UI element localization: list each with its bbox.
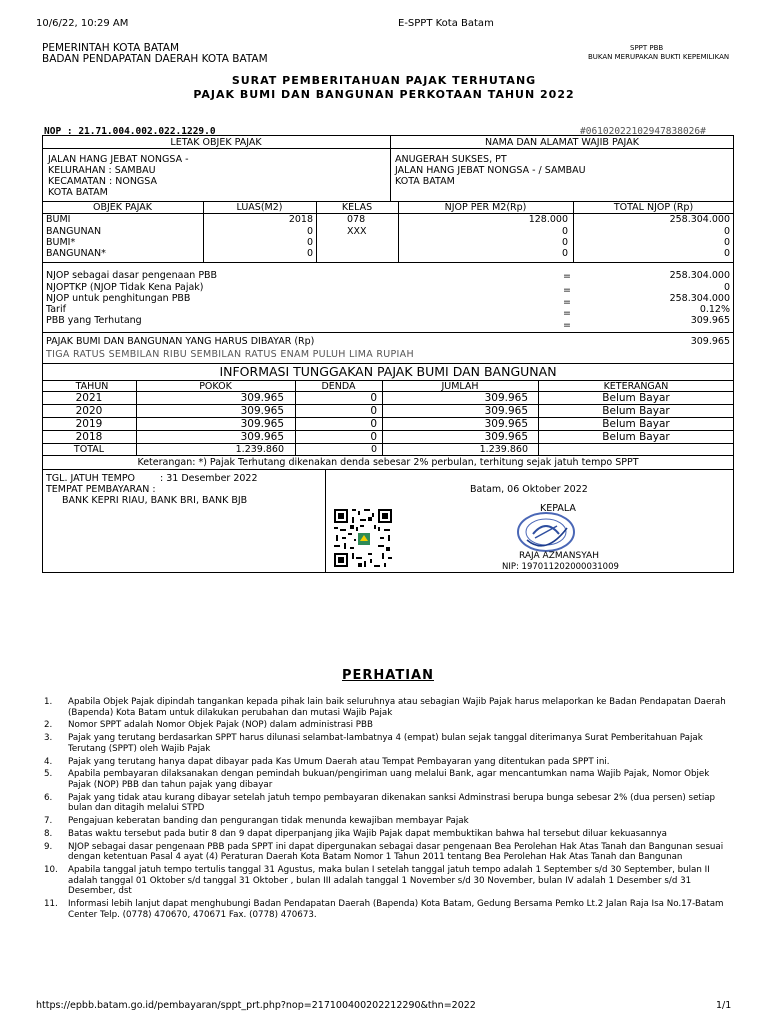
table-cell: 2018 xyxy=(288,214,313,225)
arrears-status: Belum Bayar xyxy=(602,392,670,404)
table-cell: 0 xyxy=(723,237,730,248)
arrears-cell: 309.965 xyxy=(484,405,528,417)
object-line: JALAN HANG JEBAT NONGSA - xyxy=(48,154,189,165)
table-cell: 0 xyxy=(561,237,568,248)
print-url[interactable]: https://epbb.batam.go.id/pembayaran/sppt_prt.php?nop=217100400202212290&thn=2022 xyxy=(36,1000,476,1011)
taxpayer-line: ANUGERAH SUKSES, PT xyxy=(395,154,507,165)
list-item: 7. Pengajuan keberatan banding dan pengurangan tidak menunda kewajiban membayar Pajak xyxy=(44,816,469,827)
table-cell: 0 xyxy=(561,226,568,237)
arrears-cell: 2018 xyxy=(75,431,103,443)
object-line: KOTA BATAM xyxy=(48,187,108,198)
list-item: 11. Informasi lebih lanjut dapat menghubungi Badan Pendapatan Daerah (Bapenda) Kota Batam, Gedung Bersama Pemko Lt.2 Jalan Raja Isa No.17-Batam Center Telp. (0778) 470670, 470671 Fax. (0778) 470673. xyxy=(44,898,724,920)
arrears-cell: 0 xyxy=(370,392,377,404)
arrears-cell: 2021 xyxy=(75,392,103,404)
col-header-area: LUAS(M2) xyxy=(236,202,283,213)
list-item: 8. Batas waktu tersebut pada butir 8 dan 9 dapat diperpanjang jika Wajib Pajak dapat membuktikan bahwa hal tersebut diluar kekuasannya xyxy=(44,828,667,839)
notice-list xyxy=(44,697,734,922)
gov-line-2: BADAN PENDAPATAN DAERAH KOTA BATAM xyxy=(42,53,268,65)
nop-label: NOP : 21.71.004.002.022.1229.0 xyxy=(44,126,216,137)
col-header-class: KELAS xyxy=(341,202,373,213)
arrears-cell: 309.965 xyxy=(240,392,284,404)
col-header-njop-m2: NJOP PER M2(Rp) xyxy=(444,202,527,213)
table-cell: 128.000 xyxy=(528,214,568,225)
arrears-total-label: TOTAL xyxy=(73,444,105,455)
table-cell: 0 xyxy=(306,237,313,248)
arrears-status: Belum Bayar xyxy=(602,431,670,443)
calc-eq: = xyxy=(563,297,571,308)
arrears-total-pokok: 1.239.860 xyxy=(235,444,284,455)
table-cell: 0 xyxy=(723,248,730,259)
list-item: 4. Pajak yang terutang hanya dapat dibayar pada Kas Umum Daerah atau Tempat Pembayaran yang ditentukan pada SPPT ini. xyxy=(44,756,610,767)
col-header-object: OBJEK PAJAK xyxy=(92,202,153,213)
due-date-value: : 31 Desember 2022 xyxy=(160,473,258,484)
list-item: 6. Pajak yang tidak atau kurang dibayar setelah jatuh tempo pembayaran dikenakan sanksi Adminstrasi berupa bunga sebesar 2% (dua persen) setiap bulan dan ditagih melalui STPD xyxy=(44,792,716,814)
table-cell: 258.304.000 xyxy=(669,214,730,225)
notice-title: PERHATIAN xyxy=(342,668,434,683)
calc-eq: = xyxy=(563,271,571,282)
table-cell: BANGUNAN xyxy=(46,226,102,237)
object-line: KECAMATAN : NONGSA xyxy=(48,176,157,187)
arrears-cell: 309.965 xyxy=(484,431,528,443)
table-cell: 078 xyxy=(347,214,366,225)
arrears-cell: 0 xyxy=(370,431,377,443)
arrears-header: KETERANGAN xyxy=(603,381,669,392)
arrears-header: TAHUN xyxy=(75,381,109,392)
calc-label: Tarif xyxy=(46,304,66,315)
heading-object-location: LETAK OBJEK PAJAK xyxy=(170,137,262,148)
payment-label: PAJAK BUMI DAN BANGUNAN YANG HARUS DIBAYAR (Rp) xyxy=(46,336,315,347)
arrears-cell: 309.965 xyxy=(484,418,528,430)
qr-code-icon xyxy=(332,507,394,569)
issue-date: Batam, 06 Oktober 2022 xyxy=(470,484,588,495)
arrears-header: POKOK xyxy=(199,381,232,392)
arrears-cell: 309.965 xyxy=(240,418,284,430)
calc-eq: = xyxy=(563,308,571,319)
print-tab-title: E-SPPT Kota Batam xyxy=(398,18,494,29)
print-datetime: 10/6/22, 10:29 AM xyxy=(36,18,129,29)
calc-value: 0.12% xyxy=(699,304,730,315)
official-stamp-icon xyxy=(515,510,577,554)
arrears-cell: 0 xyxy=(370,418,377,430)
table-cell: 0 xyxy=(723,226,730,237)
doc-code: SPPT PBB xyxy=(630,44,664,52)
arrears-header: JUMLAH xyxy=(441,381,479,392)
taxpayer-line: KOTA BATAM xyxy=(395,176,455,187)
kepala-label: KEPALA xyxy=(540,503,576,514)
table-cell: 0 xyxy=(561,248,568,259)
calc-eq: = xyxy=(563,320,571,331)
nop-code: #061020221029478380​26# xyxy=(580,126,706,137)
payment-place-label: TEMPAT PEMBAYARAN : xyxy=(46,484,156,495)
taxpayer-line: JALAN HANG JEBAT NONGSA - / SAMBAU xyxy=(395,165,586,176)
arrears-status: Belum Bayar xyxy=(602,418,670,430)
calc-label: PBB yang Terhutang xyxy=(46,315,142,326)
print-page-count: 1/1 xyxy=(716,1000,732,1011)
arrears-cell: 2020 xyxy=(75,405,103,417)
table-cell: BUMI* xyxy=(46,237,76,248)
calc-value: 258.304.000 xyxy=(669,293,730,304)
official-nip: NIP: 197011202000031009 xyxy=(502,562,619,572)
col-header-total-njop: TOTAL NJOP (Rp) xyxy=(613,202,694,213)
arrears-cell: 0 xyxy=(370,405,377,417)
calc-value: 0 xyxy=(723,282,730,293)
arrears-cell: 309.965 xyxy=(240,431,284,443)
heading-taxpayer: NAMA DAN ALAMAT WAJIB PAJAK xyxy=(485,137,639,148)
arrears-cell: 2019 xyxy=(75,418,103,430)
arrears-status: Belum Bayar xyxy=(602,405,670,417)
ownership-disclaimer: BUKAN MERUPAKAN BUKTI KEPEMILIKAN xyxy=(588,53,730,61)
arrears-total-jumlah: 1.239.860 xyxy=(479,444,528,455)
list-item: 10. Apabila tanggal jatuh tempo tertulis tanggal 31 Agustus, maka bulan I setelah tanggal jatuh tempo adalah 1 September s/d 30 September, bulan II adalah tanggal 01 Oktober s/d tanggal 31 Oktober , bulan III adalah tanggal 1 November s/d 30 November, bulan IV adalah 1 Desember s/d 31 Desember, dst xyxy=(44,865,710,897)
payment-amount: 309.965 xyxy=(690,336,730,347)
gov-line-1: PEMERINTAH KOTA BATAM xyxy=(42,42,180,54)
due-date-label: TGL. JATUH TEMPO xyxy=(46,473,136,484)
arrears-title: INFORMASI TUNGGAKAN PAJAK BUMI DAN BANGUNAN xyxy=(219,364,557,379)
table-cell: XXX xyxy=(347,226,367,237)
object-line: KELURAHAN : SAMBAU xyxy=(48,165,156,176)
doc-title-1: SURAT PEMBERITAHUAN PAJAK TERHUTANG xyxy=(231,74,537,87)
calc-label: NJOP sebagai dasar pengenaan PBB xyxy=(46,270,218,281)
doc-title-2: PAJAK BUMI DAN BANGUNAN PERKOTAAN TAHUN 2022 xyxy=(193,88,575,101)
calc-label: NJOPTKP (NJOP Tidak Kena Pajak) xyxy=(46,282,204,293)
list-item: 2. Nomor SPPT adalah Nomor Objek Pajak (NOP) dalam administrasi PBB xyxy=(44,720,373,731)
arrears-cell: 309.965 xyxy=(240,405,284,417)
table-cell: BUMI xyxy=(46,214,71,225)
calc-value: 258.304.000 xyxy=(669,270,730,281)
table-cell: BANGUNAN* xyxy=(46,248,106,259)
calc-value: 309.965 xyxy=(690,315,730,326)
calc-label: NJOP untuk penghitungan PBB xyxy=(46,293,191,304)
calc-eq: = xyxy=(563,285,571,296)
list-item: 3. Pajak yang terutang berdasarkan SPPT harus dilunasi selambat-lambatnya 4 (empat) bulan sejak tanggal diterimanya Surat Pemberitahuan Pajak Terutang (SPPT) oleh Wajib Pajak xyxy=(44,733,703,754)
payment-words: TIGA RATUS SEMBILAN RIBU SEMBILAN RATUS ENAM PULUH LIMA RUPIAH xyxy=(46,349,414,360)
list-item: 1. Apabila Objek Pajak dipindah tangankan kepada pihak lain baik seluruhnya atau sebagian Wajib Pajak harus melaporkan ke Badan Pendapatan Daerah (Bapenda) Kota Batam untuk dilakukan perubahan dan mutasi Wajib Pajak xyxy=(44,697,726,718)
arrears-total-denda: 0 xyxy=(370,444,377,455)
arrears-header: DENDA xyxy=(321,381,356,392)
payment-banks: BANK KEPRI RIAU, BANK BRI, BANK BJB xyxy=(62,495,248,506)
arrears-note: Keterangan: *) Pajak Terhutang dikenakan denda sebesar 2% perbulan, terhitung sejak jatuh tempo SPPT xyxy=(137,457,639,468)
official-name: RAJA AZMANSYAH xyxy=(519,551,599,561)
list-item: 9. NJOP sebagai dasar pengenaan PBB pada SPPT ini dapat dipergunakan sebagai dasar pengenaan Bea Perolehan Hak Atas Tanah dan Bangunan sesuai dengan ketentuan Pasal 4 ayat (4) Peraturan Daerah Kota Batam Nomor 1 Tahun 2011 tentang Bea Perolehan Hak Atas Tanah dan Bangunan xyxy=(44,841,724,863)
arrears-cell: 309.965 xyxy=(484,392,528,404)
list-item: 5. Apabila pembayaran dilaksanakan dengan pemindah bukuan/pengiriman uang melalui Bank, agar mencantumkan nama Wajib Pajak, Nomor Objek Pajak (NOP) PBB dan tahun pajak yang dibayar xyxy=(44,769,710,790)
table-cell: 0 xyxy=(306,248,313,259)
table-cell: 0 xyxy=(306,226,313,237)
